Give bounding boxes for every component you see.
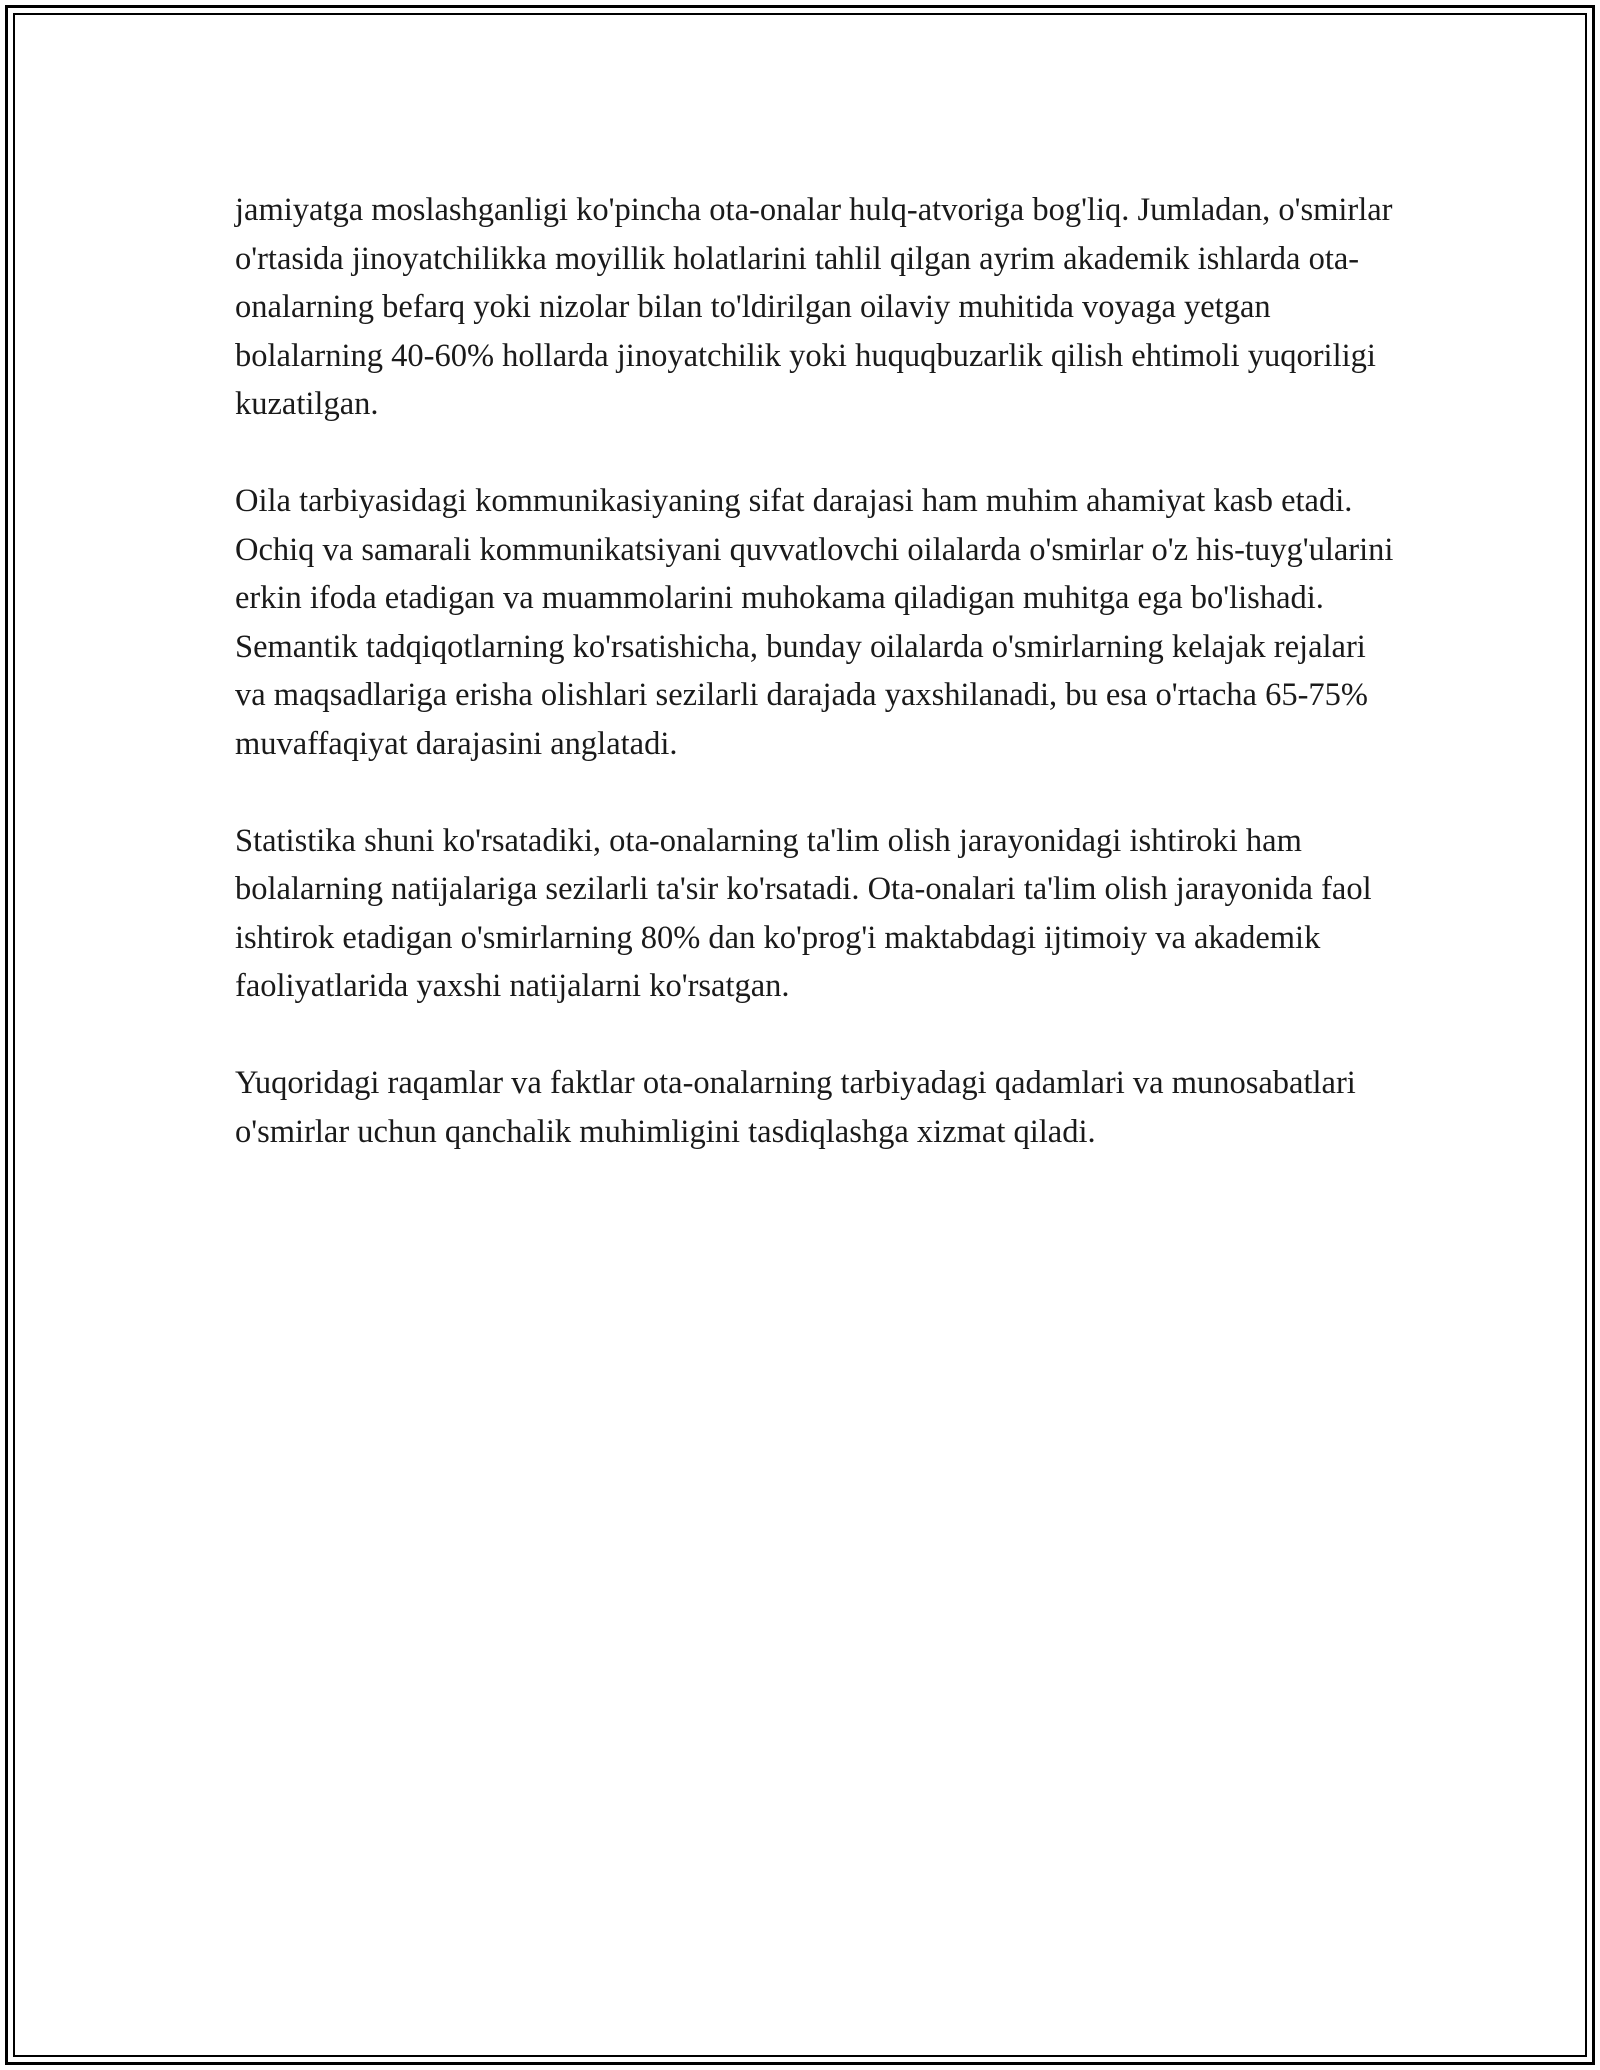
paragraph-4: Yuqoridagi raqamlar va faktlar ota-onalarning tarbiyadagi qadamlari va munosabatlari o'smirlar uchun qanchalik muhimligini tasdiqlashga xizmat qiladi. [235,1065,1356,1150]
document-body [235,186,1395,1205]
paragraph-1: jamiyatga moslashganligi ko'pincha ota-onalar hulq-atvoriga bog'liq. Jumladan, o'smirlar o'rtasida jinoyatchilikka moyillik holatlarini tahlil qilgan ayrim akademik ishlarda ota-onalarning befarq yoki nizolar bilan to'ldirilgan oilaviy muhitida voyaga yetgan bolalarning 40-60% hollarda jinoyatchilik yoki huquqbuzarlik qilish ehtimoli yuqoriligi kuzatilgan. [235,192,1393,422]
paragraph-2: Oila tarbiyasidagi kommunikasiyaning sifat darajasi ham muhim ahamiyat kasb etadi. Ochiq va samarali kommunikatsiyani quvvatlovchi oilalarda o'smirlar o'z his-tuyg'ularini erkin ifoda etadigan va muammolarini muhokama qiladigan muhitga ega bo'lishadi. Semantik tadqiqotlarning ko'rsatishicha, bunday oilalarda o'smirlarning kelajak rejalari va maqsadlariga erisha olishlari sezilarli darajada yaxshilanadi, bu esa o'rtacha 65-75% muvaffaqiyat darajasini anglatadi. [235,483,1394,762]
paragraph-3: Statistika shuni ko'rsatadiki, ota-onalarning ta'lim olish jarayonidagi ishtiroki ham bolalarning natijalariga sezilarli ta'sir ko'rsatadi. Ota-onalari ta'lim olish jarayonida faol ishtirok etadigan o'smirlarning 80% dan ko'prog'i maktabdagi ijtimoiy va akademik faoliyatlarida yaxshi natijalarni ko'rsatgan. [235,822,1372,1004]
